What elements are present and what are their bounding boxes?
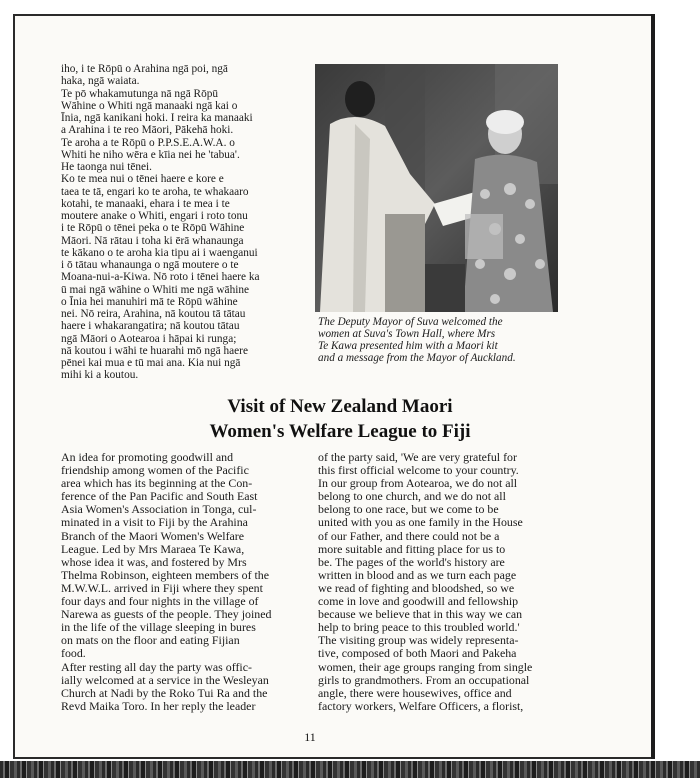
article-right-column — [318, 451, 564, 713]
top-rule — [15, 14, 651, 16]
article-title-line-1: Visit of New Zealand Maori — [227, 396, 453, 417]
page-number: 11 — [304, 730, 316, 744]
article-left-column — [61, 451, 308, 713]
article-title — [90, 394, 590, 444]
bottom-rule — [15, 757, 651, 759]
deputy-mayor-photo — [315, 64, 558, 312]
article-title-line-2: Women's Welfare League to Fiji — [209, 421, 471, 442]
bottom-dark-strip — [0, 761, 700, 778]
article-right-text: of the party said, 'We are very grateful for this first official welcome to your country. In our group from Aotearoa, we do not all belong to one church, and we do not all belong to one race, but we come to be united with you as one family in the House of our Father, and there could not be a more suitable and fitting place for us to be. The pages of the world's history are written in blood and as we turn each page we read of fighting and bloodshed, so we come in love and goodwill and fellowship because we believe that in this way we can help to bring peace to this troubled world.' The visiting group was widely representa- tive, composed of both Maori and Pakeha women, their age groups ranging from single girls to grandmothers. From an occupational angle, there were housewives, office and factory workers, Welfare Officers, a florist, — [318, 450, 533, 713]
maori-text: iho, i te Rōpū o Arahina ngā poi, ngā haka, ngā waiata. Te pō whakamutunga nā ngā Rōpū Wāhine o Whiti ngā manaaki ngā kai o Īnia, ngā kanikani hoki. I reira ka manaaki a Arahina i te reo Māori, Pākehā hoki. Te aroha a te Rōpū o P.P.S.E.A.W.A. o Whiti he niho wēra e kīia nei he 'tabua'. He taonga nui tēnei. Ko te mea nui o tēnei haere e kore e taea te tā, engari ko te aroha, te whakaaro kotahi, te manaaki, ehara i te mea i te moutere anake o Whiti, engari i roto tonu i te Rōpū o tēnei peka o te Rōpū Wāhine Māori. Nā rātau i toha ki ērā whanaunga te kākano o te aroha kia tipu ai i waenganui i ō tātau whanaunga o ngā moutere o te Moana-nui-a-Kiwa. Nō roto i tēnei haere ka ū mai ngā wāhine o Whiti me ngā wāhine o Īnia hei manuhiri mā te Rōpū wāhine nei. Nō reira, Arahina, nā koutou tā tātau haere i whakarangatira; nā koutou tātau ngā Māori o Aotearoa i hāpai ki runga; nā koutou i wāhi te huarahi mō ngā haere pēnei kai mua e tū mai ana. Kia nui ngā mihi ki a koutou. — [61, 63, 260, 382]
article-left-text: An idea for promoting goodwill and friendship among women of the Pacific area which has its beginning at the Con- ference of the Pan Pacific and South East Asia Women's Association in Tonga, cul- minated in a visit to Fiji by the Arahina Branch of the Maori Women's Welfare League. Led by Mrs Maraea Te Kawa, whose idea it was, and fostered by Mrs Thelma Robinson, eighteen members of the M.W.W.L. arrived in Fiji where they spent four days and four nights in the village of Narewa as guests of the people. They joined in the life of the village sleeping in bures on mats on the floor and eating Fijian food. After resting all day the party was offic- ially welcomed at a service in the Wesleyan Church at Nadi by the Roko Tui Ra and the Revd Maika Toro. In her reply the leader — [61, 450, 272, 713]
photo-caption: The Deputy Mayor of Suva welcomed the women at Suva's Town Hall, where Mrs Te Kawa presented him with a Maori kit and a message from the Mayor of Auckland. — [318, 316, 516, 365]
maori-text-column — [61, 63, 306, 382]
photo-image — [315, 64, 558, 312]
